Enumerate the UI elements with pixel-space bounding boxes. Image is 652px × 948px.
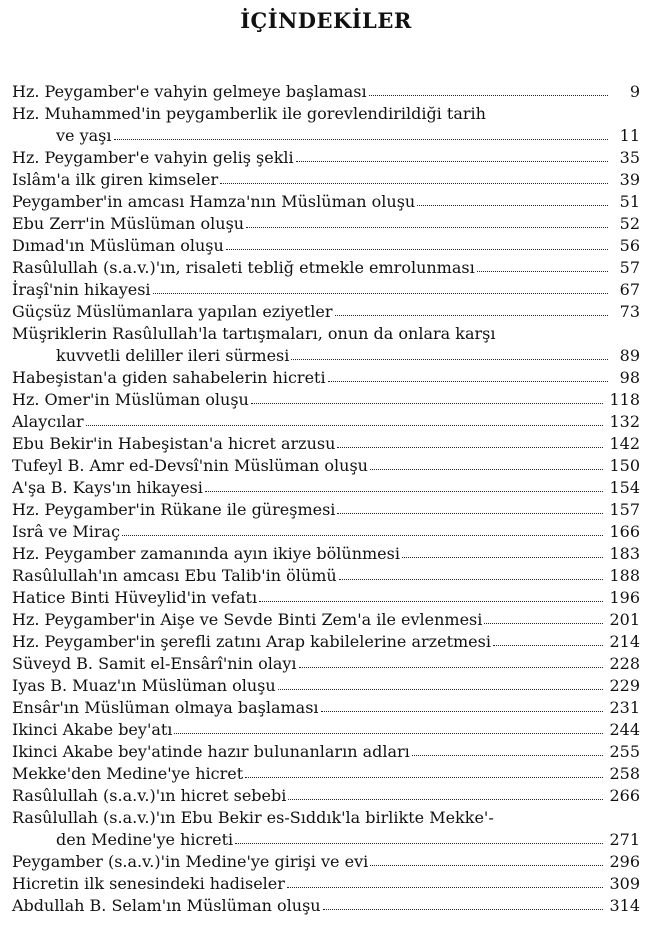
toc-entry-page-number: 52 — [619, 214, 640, 233]
dot-leader — [417, 205, 608, 206]
toc-entry-line — [12, 761, 640, 783]
toc-entry-title: Rasûlullah (s.a.v.)'ın hicret sebebi — [12, 786, 287, 805]
dot-leader — [86, 425, 604, 426]
toc-entry — [12, 475, 640, 497]
dot-leader — [369, 95, 608, 96]
dot-leader — [328, 381, 608, 382]
toc-entry-page-number: 314 — [609, 896, 640, 915]
toc-entry-page-number: 89 — [619, 346, 640, 365]
dot-leader — [493, 645, 603, 646]
toc-entry — [12, 387, 640, 409]
dot-leader — [114, 139, 609, 140]
toc-entry-page-number: 228 — [609, 654, 640, 673]
toc-entry — [12, 453, 640, 475]
dot-leader — [291, 359, 608, 360]
toc-entry — [12, 101, 640, 145]
toc-entry-title: Müşriklerin Rasûlullah'la tartışmaları, onun da onlara karşı — [12, 324, 496, 343]
toc-entry-line — [12, 739, 640, 761]
toc-entry — [12, 145, 640, 167]
toc-entry-page-number: 150 — [609, 456, 640, 475]
toc-entry-line — [12, 277, 640, 299]
toc-entry-page-number: 35 — [619, 148, 640, 167]
dot-leader — [246, 227, 608, 228]
toc-entry-line — [12, 607, 640, 629]
toc-entry-title: Rasûlullah (s.a.v.)'ın, risaleti tebliğ etmekle emrolunması — [12, 258, 475, 277]
toc-entry-page-number: 229 — [609, 676, 640, 695]
toc-entry-page-number: 157 — [609, 500, 640, 519]
toc-entry-page-number: 39 — [619, 170, 640, 189]
toc-entry — [12, 277, 640, 299]
toc-entry-page-number: 244 — [609, 720, 640, 739]
dot-leader — [205, 491, 604, 492]
dot-leader — [259, 601, 603, 602]
toc-entry-title: Süveyd B. Samit el-Ensârî'nin olayı — [12, 654, 297, 673]
toc-entry — [12, 233, 640, 255]
toc-entry-title: Peygamber'in amcası Hamza'nın Müslüman oluşu — [12, 192, 416, 211]
dot-leader — [174, 733, 603, 734]
dot-leader — [278, 689, 604, 690]
dot-leader — [226, 249, 608, 250]
toc-entry-line — [12, 541, 640, 563]
toc-entry-title: den Medine'ye hicreti — [56, 830, 234, 849]
toc-entry-title: Tufeyl B. Amr ed-Devsî'nin Müslüman oluşu — [12, 456, 368, 475]
toc-entry — [12, 871, 640, 893]
toc-entry-title: Habeşistan'a giden sahabelerin hicreti — [12, 368, 326, 387]
toc-entry-line — [12, 497, 640, 519]
toc-entry-title: Hz. Peygamber'e vahyin geliş şekli — [12, 148, 294, 167]
toc-list — [12, 79, 640, 915]
toc-entry-title: Isrâ ve Miraç — [12, 522, 121, 541]
dot-leader — [370, 469, 603, 470]
toc-entry — [12, 761, 640, 783]
dot-leader — [484, 623, 603, 624]
toc-entry-page-number: 255 — [609, 742, 640, 761]
toc-entry-title: Rasûlullah'ın amcası Ebu Talib'in ölümü — [12, 566, 337, 585]
toc-entry — [12, 893, 640, 915]
toc-entry-continuation — [12, 827, 640, 849]
toc-entry-page-number: 231 — [609, 698, 640, 717]
toc-entry-page-number: 296 — [609, 852, 640, 871]
toc-entry-page-number: 132 — [609, 412, 640, 431]
toc-entry-title: Ikinci Akabe bey'atı — [12, 720, 173, 739]
toc-entry-title: Dımad'ın Müslüman oluşu — [12, 236, 224, 255]
toc-entry-page-number: 56 — [619, 236, 640, 255]
dot-leader — [122, 535, 603, 536]
dot-leader — [339, 579, 604, 580]
dot-leader — [153, 293, 608, 294]
toc-entry-line — [12, 783, 640, 805]
toc-entry-line — [12, 431, 640, 453]
toc-entry-line — [12, 563, 640, 585]
toc-entry — [12, 607, 640, 629]
dot-leader — [287, 887, 604, 888]
toc-entry-title: Rasûlullah (s.a.v.)'ın Ebu Bekir es-Sıddık'la birlikte Mekke'- — [12, 808, 494, 827]
toc-entry-page-number: 166 — [609, 522, 640, 541]
toc-entry-page-number: 9 — [629, 82, 640, 101]
toc-entry-page-number: 266 — [609, 786, 640, 805]
toc-entry-page-number: 196 — [609, 588, 640, 607]
toc-entry-title: Hz. Peygamber'e vahyin gelmeye başlaması — [12, 82, 367, 101]
toc-entry-title: Hicretin ilk senesindeki hadiseler — [12, 874, 285, 893]
toc-entry-title: Ikinci Akabe bey'atinde hazır bulunanların adları — [12, 742, 410, 761]
toc-entry — [12, 651, 640, 673]
toc-entry-line — [12, 79, 640, 101]
toc-entry — [12, 189, 640, 211]
toc-entry-line — [12, 145, 640, 167]
toc-entry — [12, 629, 640, 651]
dot-leader — [251, 403, 604, 404]
toc-entry-line — [12, 651, 640, 673]
toc-entry — [12, 673, 640, 695]
toc-entry — [12, 695, 640, 717]
toc-entry-title: Ebu Zerr'in Müslüman oluşu — [12, 214, 245, 233]
toc-entry-page-number: 309 — [609, 874, 640, 893]
toc-entry-line — [12, 189, 640, 211]
toc-entry — [12, 365, 640, 387]
toc-entry — [12, 739, 640, 761]
toc-entry-page-number: 271 — [609, 830, 640, 849]
toc-entry-title: İraşî'nin hikayesi — [12, 280, 151, 299]
toc-entry-line — [12, 211, 640, 233]
toc-entry — [12, 783, 640, 805]
toc-entry-page-number: 154 — [609, 478, 640, 497]
toc-entry-line — [12, 475, 640, 497]
toc-entry-page-number: 183 — [609, 544, 640, 563]
dot-leader — [296, 161, 608, 162]
toc-entry-line — [12, 255, 640, 277]
dot-leader — [402, 557, 603, 558]
toc-entry-page-number: 118 — [609, 390, 640, 409]
toc-entry — [12, 167, 640, 189]
toc-entry-page-number: 142 — [609, 434, 640, 453]
toc-entry-page-number: 73 — [619, 302, 640, 321]
toc-entry-line — [12, 409, 640, 431]
toc-entry-line — [12, 299, 640, 321]
dot-leader — [235, 843, 603, 844]
dot-leader — [220, 183, 608, 184]
toc-entry-line — [12, 453, 640, 475]
toc-entry-line — [12, 167, 640, 189]
toc-entry — [12, 321, 640, 365]
toc-entry-page-number: 11 — [619, 126, 640, 145]
toc-entry-line — [12, 629, 640, 651]
dot-leader — [335, 315, 608, 316]
toc-entry-page-number: 188 — [609, 566, 640, 585]
dot-leader — [370, 865, 603, 866]
toc-entry-line — [12, 321, 640, 343]
toc-entry-title: kuvvetli deliller ileri sürmesi — [56, 346, 290, 365]
toc-entry-title: Hz. Omer'in Müslüman oluşu — [12, 390, 249, 409]
toc-entry-line — [12, 519, 640, 541]
dot-leader — [323, 909, 604, 910]
toc-entry-page-number: 214 — [609, 632, 640, 651]
toc-entry — [12, 541, 640, 563]
dot-leader — [288, 799, 603, 800]
toc-entry-title: Hz. Peygamber zamanında ayın ikiye bölünmesi — [12, 544, 400, 563]
dot-leader — [412, 755, 604, 756]
toc-entry-page-number: 67 — [619, 280, 640, 299]
toc-entry-title: Hz. Peygamber'in Aişe ve Sevde Binti Zem'a ile evlenmesi — [12, 610, 483, 629]
toc-entry-line — [12, 585, 640, 607]
toc-entry-line — [12, 805, 640, 827]
toc-entry-title: Ebu Bekir'in Habeşistan'a hicret arzusu — [12, 434, 336, 453]
dot-leader — [337, 447, 603, 448]
toc-entry — [12, 849, 640, 871]
toc-entry-title: Iyas B. Muaz'ın Müslüman oluşu — [12, 676, 276, 695]
toc-entry-page-number: 57 — [619, 258, 640, 277]
toc-entry-line — [12, 717, 640, 739]
toc-entry-continuation — [12, 123, 640, 145]
toc-entry — [12, 255, 640, 277]
toc-entry-line — [12, 871, 640, 893]
toc-entry-title: Hatice Binti Hüveylid'in vefatı — [12, 588, 258, 607]
toc-entry-continuation — [12, 343, 640, 365]
toc-entry-line — [12, 893, 640, 915]
dot-leader — [321, 711, 604, 712]
toc-entry-line — [12, 849, 640, 871]
toc-entry — [12, 299, 640, 321]
toc-entry-line — [12, 365, 640, 387]
toc-entry-title: Abdullah B. Selam'ın Müslüman oluşu — [12, 896, 321, 915]
toc-entry — [12, 79, 640, 101]
toc-entry-title: Alaycılar — [12, 412, 84, 431]
toc-entry — [12, 563, 640, 585]
toc-entry-title: Islâm'a ilk giren kimseler — [12, 170, 219, 189]
toc-entry-page-number: 51 — [619, 192, 640, 211]
toc-entry-title: ve yaşı — [56, 126, 112, 145]
toc-entry-line — [12, 673, 640, 695]
dot-leader — [337, 513, 603, 514]
toc-entry-title: Mekke'den Medine'ye hicret — [12, 764, 244, 783]
toc-entry-title: Ensâr'ın Müslüman olmaya başlaması — [12, 698, 319, 717]
toc-entry-line — [12, 233, 640, 255]
toc-entry — [12, 497, 640, 519]
page-title: İÇİNDEKİLER — [240, 8, 412, 33]
toc-entry-line — [12, 387, 640, 409]
toc-entry-title: Peygamber (s.a.v.)'in Medine'ye girişi ve evi — [12, 852, 369, 871]
dot-leader — [245, 777, 603, 778]
toc-entry-title: A'şa B. Kays'ın hikayesi — [12, 478, 203, 497]
toc-entry — [12, 431, 640, 453]
dot-leader — [477, 271, 608, 272]
dot-leader — [299, 667, 604, 668]
toc-entry — [12, 211, 640, 233]
toc-entry — [12, 409, 640, 431]
toc-entry-line — [12, 695, 640, 717]
toc-entry — [12, 519, 640, 541]
toc-entry — [12, 585, 640, 607]
toc-entry — [12, 717, 640, 739]
toc-entry-title: Hz. Peygamber'in Rükane ile güreşmesi — [12, 500, 336, 519]
toc-entry-page-number: 201 — [609, 610, 640, 629]
toc-entry-page-number: 258 — [609, 764, 640, 783]
toc-entry — [12, 805, 640, 849]
toc-entry-page-number: 98 — [619, 368, 640, 387]
toc-entry-title: Hz. Peygamber'in şerefli zatını Arap kabilelerine arzetmesi — [12, 632, 491, 651]
toc-entry-line — [12, 101, 640, 123]
toc-entry-title: Güçsüz Müslümanlara yapılan eziyetler — [12, 302, 333, 321]
toc-entry-title: Hz. Muhammed'in peygamberlik ile gorevlendirildiği tarih — [12, 104, 486, 123]
